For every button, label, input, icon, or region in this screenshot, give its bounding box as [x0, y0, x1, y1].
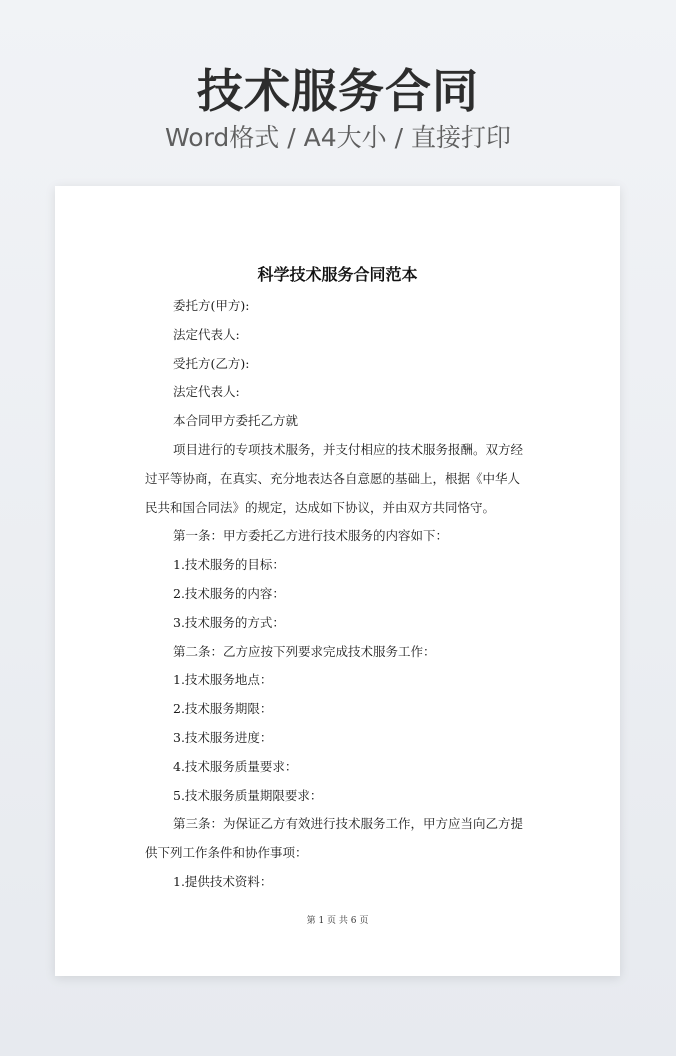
document-line: 法定代表人:	[173, 326, 240, 342]
document-line: 项目进行的专项技术服务，并支付相应的技术服务报酬。双方经	[173, 441, 524, 457]
document-title: 科学技术服务合同范本	[257, 265, 418, 284]
banner-subtitle: Word格式 / A4大小 / 直接打印	[165, 123, 511, 152]
document-line: 供下列工作条件和协作事项：	[145, 845, 308, 861]
document-line: 1.技术服务地点：	[173, 672, 273, 688]
document-line: 4.技术服务质量要求：	[173, 758, 298, 774]
document-line: 受托方(乙方):	[173, 355, 250, 371]
document-line: 第二条：乙方应按下列要求完成技术服务工作：	[173, 643, 436, 659]
banner-header	[0, 62, 676, 154]
document-line: 2.技术服务期限：	[173, 701, 273, 717]
document-line: 2.技术服务的内容：	[173, 585, 285, 601]
document-line: 第三条：为保证乙方有效进行技术服务工作，甲方应当向乙方提	[173, 816, 524, 832]
document-line: 委托方(甲方):	[173, 298, 250, 313]
document-line: 1.提供技术资料：	[173, 873, 273, 889]
document-line: 第一条：甲方委托乙方进行技术服务的内容如下：	[173, 528, 449, 544]
document-line: 民共和国合同法》的规定，达成如下协议，并由双方共同恪守。	[145, 499, 496, 515]
document-line: 法定代表人:	[173, 384, 240, 400]
document-page	[55, 186, 620, 976]
document-line: 3.技术服务进度：	[173, 729, 273, 745]
document-line: 3.技术服务的方式：	[173, 614, 285, 630]
document-body	[145, 292, 533, 897]
page-footer: 第 1 页 共 6 页	[306, 916, 369, 926]
document-line: 5.技术服务质量期限要求：	[173, 787, 323, 803]
document-line: 1.技术服务的目标：	[173, 557, 285, 573]
document-line: 本合同甲方委托乙方就	[173, 413, 299, 429]
document-line: 过平等协商，在真实、充分地表达各自意愿的基础上，根据《中华人	[145, 470, 521, 486]
banner-title: 技术服务合同	[197, 64, 479, 118]
